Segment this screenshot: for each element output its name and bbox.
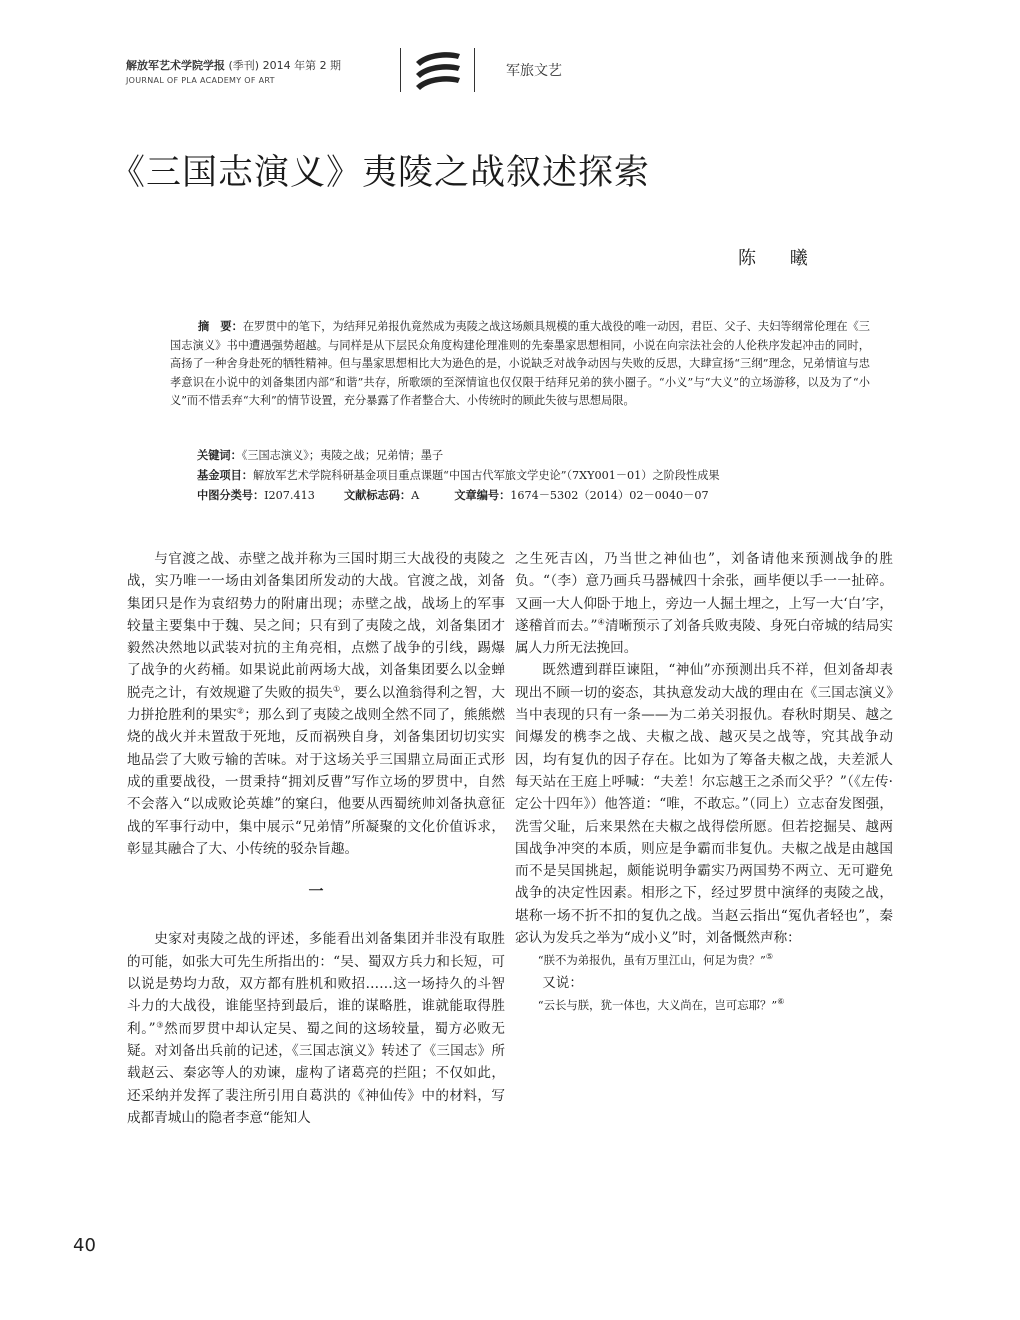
- journal-header: [126, 57, 341, 73]
- page-number: 40: [73, 1235, 96, 1256]
- body-paragraph: 与官渡之战、赤壁之战并称为三国时期三大战役的夷陵之战，实乃唯一一场由刘备集团所发动的大战。官渡之战，刘备集团只是作为袁绍势力的附庸出现；赤壁之战，战场上的军事较量主要集中于魏、吴之间；只有到了夷陵之战，刘备集团才毅然决然地以武装对抗的主角亮相，点燃了战争的引线，踢爆了战争的火药桶。如果说此前两场大战，刘备集团要么以金蝉脱壳之计，有效规避了失败的损失①，要么以渔翁得利之智，大力拼抢胜利的果实②；那么到了夷陵之战则全然不同了，熊熊燃烧的战火并未置敌于死地，反而祸殃自身，刘备集团切切实实地品尝了大败亏输的苦味。对于这场关乎三国鼎立局面正式形成的重要战役，一贯秉持“拥刘反曹”写作立场的罗贯中，自然不会落入“以成败论英雄”的窠臼，他要从西蜀统帅刘备执意征战的军事行动中，集中展示“兄弟情”所凝聚的文化价值诉求，彰显其融合了大、小传统的驳杂旨趣。: [127, 551, 505, 857]
- abstract: [170, 318, 870, 411]
- section-name: 军旅文艺: [506, 63, 562, 79]
- keywords-text: 《三国志演义》；夷陵之战；兄弟情；墨子: [241, 449, 444, 462]
- section-heading: 一: [308, 882, 324, 901]
- journal-logo-icon: [412, 48, 464, 94]
- journal-issue: (季刊) 2014 年第 2 期: [228, 59, 342, 72]
- journal-name-cn: 解放军艺术学院学报: [126, 59, 225, 72]
- article-author: 陈 曦: [738, 248, 822, 269]
- header-divider-left: [400, 48, 401, 92]
- block-quote: “云长与朕，犹一体也，大义尚在，岂可忘耶？”⑥: [537, 997, 785, 1012]
- body-text: 又说：: [542, 974, 583, 991]
- footnote-ref: ⑤: [765, 952, 774, 962]
- article-no-value: 1674－5302（2014）02－0040－07: [510, 489, 709, 502]
- footnote-ref: ②: [236, 706, 245, 716]
- doc-code-value: A: [411, 489, 420, 502]
- footnote-ref: ④: [597, 617, 605, 627]
- abstract-text: 在罗贯中的笔下，为结拜兄弟报仇竟然成为夷陵之战这场颇具规模的重大战役的唯一动因，君臣、父子、夫妇等纲常伦理在《三国志演义》书中遭遇强势超越。与同样是从下层民众角度构建伦理准则的先秦墨家思想相同，小说在向宗法社会的人伦秩序发起冲击的同时，高扬了一种舍身赴死的牺牲精神。但与墨家思想相比大为逊色的是，小说缺乏对战争动因与失败的反思，大肆宣扬“三纲”理念，兄弟情谊与忠孝意识在小说中的刘备集团内部“和谐”共存，所歌颂的至深情谊也仅仅限于结拜兄弟的狭小圈子。“小义”与“大义”的立场游移，以及为了“小义”而不惜丢弃“大利”的情节设置，充分暴露了作者整合大、小传统时的顾此失彼与思想局限。: [170, 320, 870, 407]
- clc-value: I207.413: [264, 489, 315, 502]
- fund-label: 基金项目：: [197, 469, 253, 482]
- article-no-label: 文章编号：: [454, 489, 511, 502]
- abstract-label: 摘 要：: [198, 320, 243, 333]
- journal-name-en: JOURNAL OF PLA ACADEMY OF ART: [126, 76, 275, 85]
- fund-info: [197, 467, 877, 485]
- keywords-label: 关键词：: [197, 449, 242, 462]
- fund-text: 解放军艺术学院科研基金项目重点课题“中国古代军旅文学史论”（7XY001－01）之阶段性成果: [252, 469, 720, 482]
- clc-label: 中图分类号：: [197, 489, 265, 502]
- keywords: [197, 447, 877, 465]
- classification-info: [197, 487, 877, 505]
- article-title: 《三国志演义》夷陵之战叙述探索: [110, 153, 651, 193]
- body-paragraph: 之生死吉凶，乃当世之神仙也”，刘备请他来预测战争的胜负。“（李）意乃画兵马器械四十余张，画毕便以手一一扯碎。又画一大人仰卧于地上，旁边一人掘土埋之，上写一大‘白’字，遂稽首而去。”④清晰预示了刘备兵败夷陵、身死白帝城的结局实属人力所无法挽回。: [515, 551, 894, 657]
- footnote-ref: ⑥: [777, 997, 785, 1007]
- body-right-column: [515, 548, 893, 1016]
- body-paragraph: 既然遭到群臣谏阻，“神仙”亦预测出兵不祥，但刘备却表现出不顾一切的姿态，其执意发动大战的理由在《三国志演义》当中表现的只有一条——为二弟关羽报仇。春秋时期吴、越之间爆发的槜李之战、夫椒之战、越灭吴之战等，究其战争动因，均有复仇的因子存在。比如为了筹备夫椒之战，夫差派人每天站在王庭上呼喊：“夫差！尔忘越王之杀而父乎？”（《左传·定公十四年》）他答道：“唯，不敢忘。”（同上）立志奋发图强，洗雪父耻，后来果然在夫椒之战得偿所愿。但若挖掘吴、越两国战争冲突的本质，则应是争霸而非复仇。夫椒之战是由越国而不是吴国挑起，颇能说明争霸实乃两国势不两立、无可避免战争的决定性因素。相形之下，经过罗贯中演绎的夷陵之战，堪称一场不折不扣的复仇之战。当赵云指出“冤仇者轻也”，秦宓认为发兵之举为“成小义”时，刘备慨然声称：: [515, 662, 893, 947]
- body-paragraph: 史家对夷陵之战的评述，多能看出刘备集团并非没有取胜的可能，如张大可先生所指出的：“吴、蜀双方兵力和长短，可以说是势均力敌，双方都有胜机和败招……这一场持久的斗智斗力的大战役，谁能坚持到最后，谁的谋略胜，谁就能取得胜利。”③然而罗贯中却认定吴、蜀之间的这场较量，蜀方必败无疑。对刘备出兵前的记述，《三国志演义》转述了《三国志》所载赵云、秦宓等人的劝谏，虚构了诸葛亮的拦阻；不仅如此，还采纳并发挥了裴注所引用自葛洪的《神仙传》中的材料，写成都青城山的隐者李意“能知人: [127, 931, 506, 1126]
- block-quote: “朕不为弟报仇，虽有万里江山，何足为贵？”⑤: [537, 952, 774, 968]
- doc-code-label: 文献标志码：: [343, 489, 412, 502]
- header-divider-right: [474, 48, 475, 92]
- footnote-ref: ③: [155, 1020, 165, 1030]
- footnote-ref: ①: [333, 684, 341, 694]
- body-left-column: [127, 548, 505, 1129]
